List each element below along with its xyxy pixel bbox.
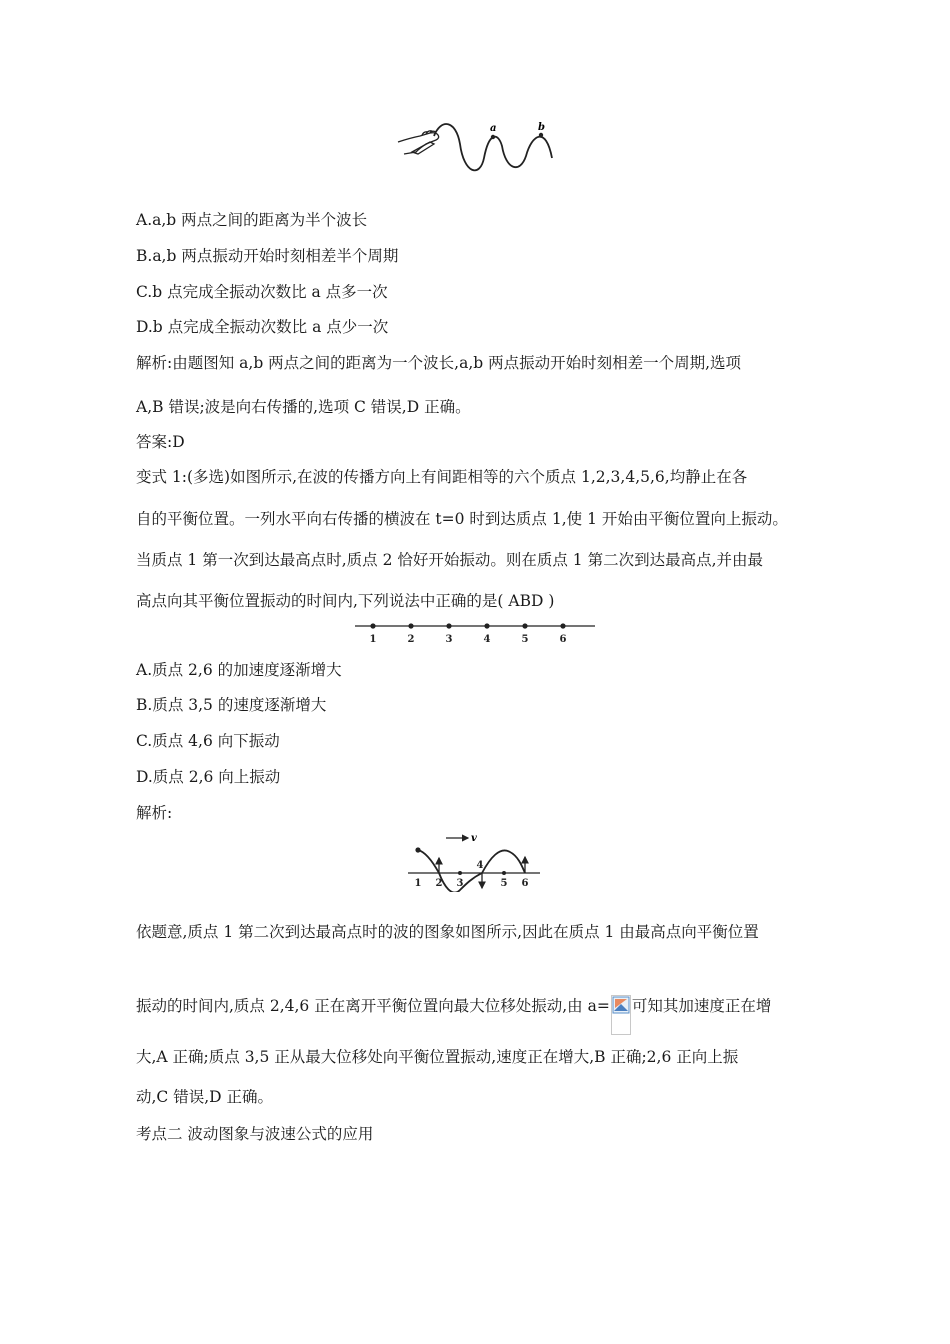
velocity-label: v xyxy=(471,833,477,844)
explanation-line2-start: 振动的时间内,质点 2,4,6 正在离开平衡位置向最大位移处振动,由 a= xyxy=(136,997,610,1015)
hand-icon xyxy=(398,131,439,154)
variant-option-b: B.质点 3,5 的速度逐渐增大 xyxy=(136,696,327,714)
particle-label-4: 4 xyxy=(483,634,491,645)
label-b: b xyxy=(538,122,545,133)
particle-3 xyxy=(446,623,451,628)
q1-analysis-line1: 解析:由题图知 a,b 两点之间的距离为一个波长,a,b 两点振动开始时刻相差一个周期,选项 xyxy=(136,354,742,372)
wave-point-label-3: 3 xyxy=(456,878,464,889)
wave-point-label-6: 6 xyxy=(521,878,529,889)
variant-question-line3: 当质点 1 第一次到达最高点时,质点 2 恰好开始振动。则在质点 1 第二次到达最高点,并由最 xyxy=(136,551,764,569)
q1-option-c: C.b 点完成全振动次数比 a 点多一次 xyxy=(136,283,388,301)
particle-1 xyxy=(370,623,375,628)
particle-label-1: 1 xyxy=(369,634,377,645)
point-b xyxy=(539,133,543,137)
particle-2 xyxy=(408,623,413,628)
explanation-line4: 动,C 错误,D 正确。 xyxy=(136,1088,273,1106)
wave-curve xyxy=(418,850,525,892)
explanation-line2 xyxy=(136,987,771,1027)
explanation-line1: 依题意,质点 1 第二次到达最高点时的波的图象如图所示,因此在质点 1 由最高点向平衡位置 xyxy=(136,923,759,941)
explanation-line3: 大,A 正确;质点 3,5 正从最大位移处向平衡位置振动,速度正在增大,B 正确;2,6 正向上振 xyxy=(136,1048,739,1066)
variant-option-a: A.质点 2,6 的加速度逐渐增大 xyxy=(136,661,342,679)
variant-analysis-label: 解析: xyxy=(136,804,173,822)
particle-label-2: 2 xyxy=(407,634,415,645)
q1-answer: 答案:D xyxy=(136,433,185,451)
variant-question-line1: 变式 1:(多选)如图所示,在波的传播方向上有间距相等的六个质点 1,2,3,4,5,6,均静止在各 xyxy=(136,468,748,486)
variant-question-line2: 自的平衡位置。一列水平向右传播的横波在 t=0 时到达质点 1,使 1 开始由平衡位置向上振动。 xyxy=(136,510,788,528)
particle-6 xyxy=(560,623,565,628)
q1-option-a: A.a,b 两点之间的距离为半个波长 xyxy=(136,211,368,229)
formula-image-icon xyxy=(611,995,631,1035)
q1-analysis-line2: A,B 错误;波是向右传播的,选项 C 错误,D 正确。 xyxy=(136,398,471,416)
particle-label-3: 3 xyxy=(445,634,453,645)
wave-point-label-2: 2 xyxy=(435,878,443,889)
wave-point-label-4: 4 xyxy=(476,860,484,871)
wave-point-label-1: 1 xyxy=(414,878,422,889)
particle-label-5: 5 xyxy=(521,634,529,645)
variant-question-line4: 高点向其平衡位置振动的时间内,下列说法中正确的是( ABD ) xyxy=(136,592,555,610)
explanation-line2-end: 可知其加速度正在增 xyxy=(631,997,772,1015)
particle-label-6: 6 xyxy=(559,634,567,645)
particle-4 xyxy=(484,623,489,628)
variant-option-d: D.质点 2,6 向上振动 xyxy=(136,768,281,786)
particles-line-figure xyxy=(355,618,595,646)
particle-5 xyxy=(522,623,527,628)
wave-point-label-5: 5 xyxy=(500,878,508,889)
q1-option-b: B.a,b 两点振动开始时刻相差半个周期 xyxy=(136,247,399,265)
variant-option-c: C.质点 4,6 向下振动 xyxy=(136,732,280,750)
wave-snapshot-figure xyxy=(404,828,544,892)
q1-option-d: D.b 点完成全振动次数比 a 点少一次 xyxy=(136,318,389,336)
wave-particle-1 xyxy=(415,847,420,852)
label-a: a xyxy=(490,123,497,134)
point-a xyxy=(491,135,495,139)
wave-rope-figure xyxy=(396,120,560,184)
section-heading: 考点二 波动图象与波速公式的应用 xyxy=(136,1125,374,1143)
